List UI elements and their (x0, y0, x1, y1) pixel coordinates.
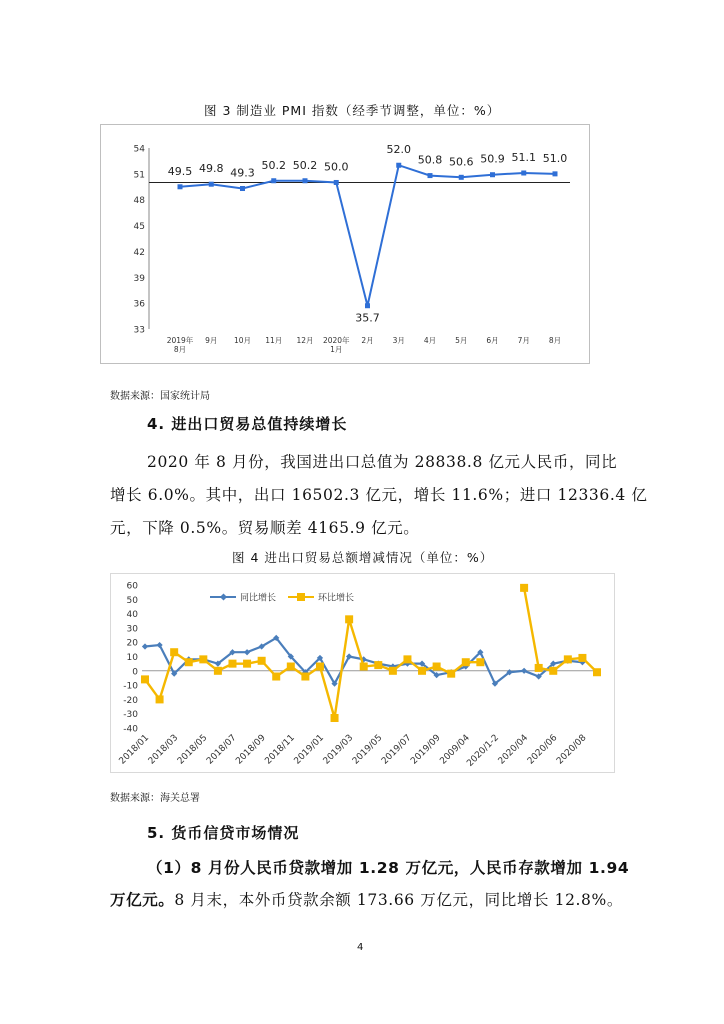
trade-point-mom (593, 668, 601, 676)
pmi-y-tick-label: 45 (133, 222, 145, 233)
trade-x-tick-label: 2019/01 (292, 733, 327, 767)
pmi-x-tick-label: 10月 (233, 336, 252, 345)
pmi-x-tick-label: 2019年 8月 (166, 336, 194, 354)
pmi-x-tick-label: 12月 (296, 336, 314, 345)
legend-marker (297, 593, 305, 601)
trade-y-tick-label: -10 (123, 681, 138, 692)
trade-chart (110, 573, 615, 773)
pmi-point (303, 178, 308, 183)
pmi-data-label: 50.6 (449, 155, 474, 169)
trade-point-mom (170, 648, 178, 656)
pmi-data-label: 50.9 (480, 152, 505, 166)
trade-x-tick-label: 2018/05 (175, 733, 210, 767)
fig3-caption: 图 3 制造业 PMI 指数（经季节调整，单位：%） (204, 103, 501, 118)
pmi-x-tick-label: 6月 (486, 336, 499, 345)
trade-point-mom (214, 667, 222, 675)
pmi-point (209, 182, 214, 187)
trade-x-tick-label: 2019/05 (350, 733, 385, 767)
section5-sub-line-2-bold: 万亿元。 (110, 891, 175, 909)
pmi-y-tick-label: 33 (133, 325, 145, 336)
pmi-point (521, 170, 526, 175)
section4-line-2: 增长 6.0%。其中，出口 16502.3 亿元，增长 11.6%；进口 12336.4 亿 (110, 486, 648, 504)
trade-point-mom (301, 673, 309, 681)
pmi-point (396, 163, 401, 168)
pmi-data-label: 49.3 (230, 166, 255, 180)
trade-point-mom (462, 658, 470, 666)
pmi-point (428, 173, 433, 178)
trade-y-tick-label: 30 (126, 624, 138, 635)
trade-x-tick-label: 2020/08 (555, 733, 589, 767)
trade-point-mom (389, 667, 397, 675)
trade-x-tick-label: 2019/09 (409, 733, 443, 767)
pmi-data-label: 50.0 (324, 160, 349, 174)
pmi-chart (100, 124, 590, 364)
trade-y-tick-label: 60 (126, 581, 138, 592)
trade-x-tick-label: 2018/01 (117, 733, 152, 767)
pmi-point (490, 172, 495, 177)
pmi-y-tick-label: 36 (133, 299, 145, 310)
pmi-point (271, 178, 276, 183)
pmi-x-tick-label: 2月 (361, 336, 374, 345)
pmi-data-label: 52.0 (386, 143, 411, 157)
trade-point-mom (243, 660, 251, 668)
pmi-x-tick-label: 7月 (517, 336, 530, 345)
section5-heading: 5. 货币信贷市场情况 (147, 824, 300, 842)
section5-line-2 (110, 888, 623, 910)
pmi-data-label: 51.1 (511, 150, 536, 164)
trade-point-mom (345, 615, 353, 623)
pmi-data-label: 50.2 (261, 158, 286, 172)
pmi-point (240, 186, 245, 191)
trade-point-mom (228, 660, 236, 668)
trade-point-mom (447, 670, 455, 678)
trade-point-mom (403, 655, 411, 663)
trade-point-mom (287, 663, 295, 671)
pmi-y-tick-label: 51 (133, 170, 145, 181)
trade-point-mom (331, 714, 339, 722)
trade-x-tick-label: 2018/07 (205, 733, 239, 767)
pmi-point (334, 180, 339, 185)
pmi-x-tick-label: 5月 (455, 336, 468, 345)
trade-x-tick-label: 2018/03 (146, 733, 181, 767)
pmi-x-tick-label: 4月 (423, 336, 437, 345)
pmi-data-label: 50.2 (292, 158, 318, 172)
pmi-point (178, 184, 183, 189)
trade-y-tick-label: -30 (123, 710, 138, 721)
fig4-source: 数据来源：海关总署 (110, 793, 200, 804)
trade-point-mom (141, 675, 149, 683)
trade-x-tick-label: 2018/09 (234, 733, 268, 767)
fig4-caption: 图 4 进出口贸易总额增减情况（单位：%） (232, 550, 494, 565)
fig3-source: 数据来源：国家统计局 (110, 391, 210, 402)
trade-y-tick-label: 50 (126, 595, 138, 606)
pmi-y-tick-label: 39 (133, 273, 145, 284)
pmi-x-tick-label: 11月 (265, 336, 283, 345)
trade-point-mom (272, 673, 280, 681)
pmi-data-label: 49.5 (167, 164, 193, 178)
section5-sub-line-2-rest: 8 月末，本外币贷款余额 173.66 万亿元，同比增长 12.8%。 (174, 891, 623, 909)
section4-line-1: 2020 年 8 月份，我国进出口总值为 28838.8 亿元人民币，同比 (147, 453, 618, 471)
trade-x-tick-label: 2018/11 (263, 733, 297, 767)
section4-heading: 4. 进出口贸易总值持续增长 (147, 415, 348, 433)
trade-x-tick-label: 2020/1-2 (465, 733, 502, 769)
pmi-x-tick-label: 8月 (548, 336, 562, 345)
trade-point-mom (433, 663, 441, 671)
trade-x-tick-label: 2019/03 (321, 733, 356, 767)
trade-point-mom (374, 661, 382, 669)
legend-label: 同比增长 (240, 593, 277, 604)
pmi-y-tick-label: 48 (133, 196, 145, 207)
trade-point-mom (258, 657, 266, 665)
trade-y-tick-label: 20 (126, 638, 138, 649)
trade-point-mom (476, 658, 484, 666)
trade-y-tick-label: 10 (126, 653, 138, 663)
legend-label: 环比增长 (318, 593, 355, 604)
trade-point-mom (156, 695, 164, 703)
pmi-point (365, 303, 370, 308)
section4-line-3: 元，下降 0.5%。贸易顺差 4165.9 亿元。 (110, 519, 420, 537)
pmi-y-tick-label: 54 (133, 144, 145, 155)
trade-point-mom (564, 655, 572, 663)
pmi-x-tick-label: 2020年 1月 (322, 336, 350, 354)
pmi-point (459, 175, 464, 180)
page-number: 4 (357, 942, 364, 953)
pmi-data-label: 50.8 (417, 153, 443, 167)
trade-point-mom (185, 658, 193, 666)
trade-point-mom (520, 584, 528, 592)
pmi-point (553, 171, 558, 176)
trade-point-mom (549, 667, 557, 675)
trade-y-tick-label: -40 (123, 724, 138, 735)
trade-x-tick-label: 2020/06 (525, 733, 560, 767)
pmi-data-label: 49.8 (199, 162, 224, 176)
pmi-data-label: 51.0 (542, 151, 568, 165)
trade-point-mom (418, 667, 426, 675)
trade-point-mom (199, 655, 207, 663)
trade-chart-frame (111, 574, 615, 773)
trade-point-mom (360, 663, 368, 671)
trade-x-tick-label: 2020/04 (496, 733, 531, 767)
trade-point-mom (316, 663, 324, 671)
trade-x-tick-label: 2019/07 (380, 733, 414, 767)
pmi-x-tick-label: 9月 (205, 336, 218, 345)
trade-point-mom (535, 664, 543, 672)
section5-sub-line-1: （1）8 月份人民币贷款增加 1.28 万亿元，人民币存款增加 1.94 (147, 859, 630, 877)
trade-y-tick-label: 0 (132, 667, 138, 678)
trade-y-tick-label: -20 (123, 695, 138, 706)
trade-point-mom (578, 654, 586, 662)
pmi-x-tick-label: 3月 (392, 336, 405, 345)
pmi-data-label: 35.7 (355, 311, 380, 325)
pmi-y-tick-label: 42 (133, 247, 145, 258)
trade-y-tick-label: 40 (126, 610, 138, 621)
trade-x-tick-label: 2009/04 (438, 733, 472, 767)
